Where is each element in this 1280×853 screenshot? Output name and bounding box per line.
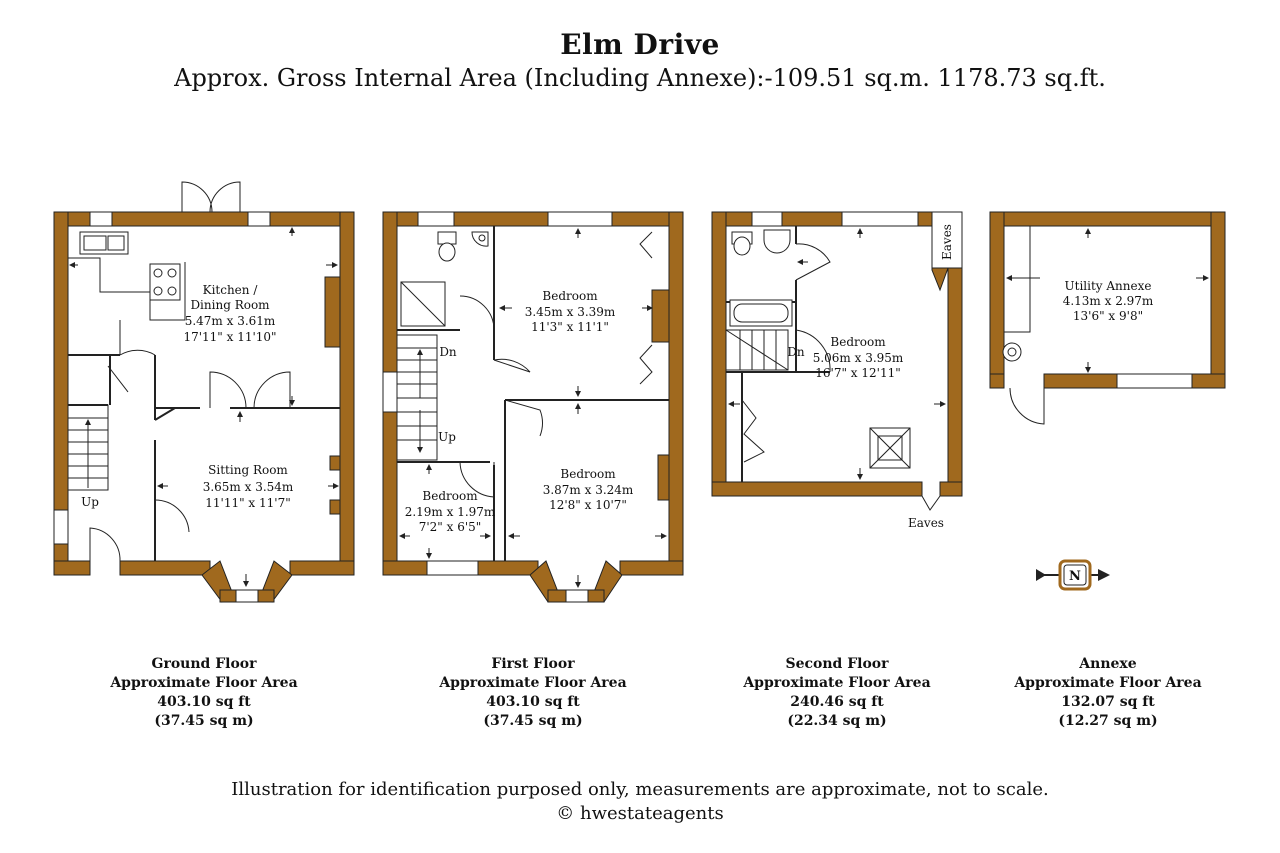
bed2-imperial: 12'8" x 10'7" xyxy=(549,498,627,512)
floor-name: Second Floor xyxy=(785,656,889,672)
utility-imperial: 13'6" x 9'8" xyxy=(1072,309,1144,323)
kitchen-imperial: 17'11" x 11'10" xyxy=(183,330,277,344)
floor-sqft: 403.10 sq ft xyxy=(157,694,251,710)
first-up-label: Up xyxy=(438,430,456,444)
bed4-name: Bedroom xyxy=(830,335,886,349)
floor-sqft: 240.46 sq ft xyxy=(790,694,884,710)
sitting-name: Sitting Room xyxy=(208,463,288,477)
bed2-name: Bedroom xyxy=(560,467,616,481)
first-floor-plan xyxy=(383,212,683,602)
bed4-imperial: 16'7" x 12'11" xyxy=(815,366,901,380)
annexe-area xyxy=(978,655,1238,731)
north-label: N xyxy=(1069,569,1081,584)
copyright-text: © hwestateagents xyxy=(556,803,724,824)
north-arrow-icon xyxy=(1036,561,1108,589)
sitting-metric: 3.65m x 3.54m xyxy=(202,480,294,494)
first-floor-area xyxy=(403,655,663,731)
floor-sqm: (37.45 sq m) xyxy=(483,713,583,729)
bed2-metric: 3.87m x 3.24m xyxy=(542,483,634,497)
sitting-imperial: 11'11" x 11'7" xyxy=(205,496,291,510)
eaves-label-bottom: Eaves xyxy=(908,516,944,530)
annexe-plan xyxy=(990,212,1225,424)
kitchen-name-1: Kitchen / xyxy=(202,283,258,297)
bed1-metric: 3.45m x 3.39m xyxy=(524,305,616,319)
bed3-name: Bedroom xyxy=(422,489,478,503)
disclaimer xyxy=(0,778,1280,826)
second-dn-label: Dn xyxy=(787,345,805,359)
bed1-name: Bedroom xyxy=(542,289,598,303)
floor-sqft: 403.10 sq ft xyxy=(486,694,580,710)
floor-name: Ground Floor xyxy=(151,656,257,672)
floor-sqft: 132.07 sq ft xyxy=(1061,694,1155,710)
bed4-metric: 5.06m x 3.95m xyxy=(812,351,904,365)
ground-floor-plan xyxy=(54,182,354,602)
bed1-imperial: 11'3" x 11'1" xyxy=(531,320,609,334)
floor-area-label: Approximate Floor Area xyxy=(1014,675,1202,691)
plan-subtitle: Approx. Gross Internal Area (Including Annexe):-109.51 sq.m. 1178.73 sq.ft. xyxy=(174,64,1106,92)
second-floor-plan xyxy=(712,212,962,530)
ground-up-label: Up xyxy=(81,495,99,509)
floor-area-label: Approximate Floor Area xyxy=(743,675,931,691)
kitchen-name-2: Dining Room xyxy=(190,298,270,312)
first-dn-label: Dn xyxy=(439,345,457,359)
kitchen-metric: 5.47m x 3.61m xyxy=(184,314,276,328)
floor-sqm: (22.34 sq m) xyxy=(787,713,887,729)
utility-name: Utility Annexe xyxy=(1064,279,1152,293)
floor-sqm: (37.45 sq m) xyxy=(154,713,254,729)
floor-area-label: Approximate Floor Area xyxy=(439,675,627,691)
second-floor-area xyxy=(707,655,967,731)
bed3-metric: 2.19m x 1.97m xyxy=(404,505,496,519)
bed3-imperial: 7'2" x 6'5" xyxy=(418,520,482,534)
floor-sqm: (12.27 sq m) xyxy=(1058,713,1158,729)
eaves-label-top: Eaves xyxy=(940,224,954,260)
floor-name: Annexe xyxy=(1079,656,1137,672)
ground-floor-area xyxy=(74,655,334,731)
floor-area-label: Approximate Floor Area xyxy=(110,675,298,691)
disclaimer-text: Illustration for identification purposed only, measurements are approximate, not to scale. xyxy=(231,779,1049,800)
floor-name: First Floor xyxy=(491,656,575,672)
utility-metric: 4.13m x 2.97m xyxy=(1062,294,1154,308)
plan-title: Elm Drive xyxy=(560,28,720,61)
